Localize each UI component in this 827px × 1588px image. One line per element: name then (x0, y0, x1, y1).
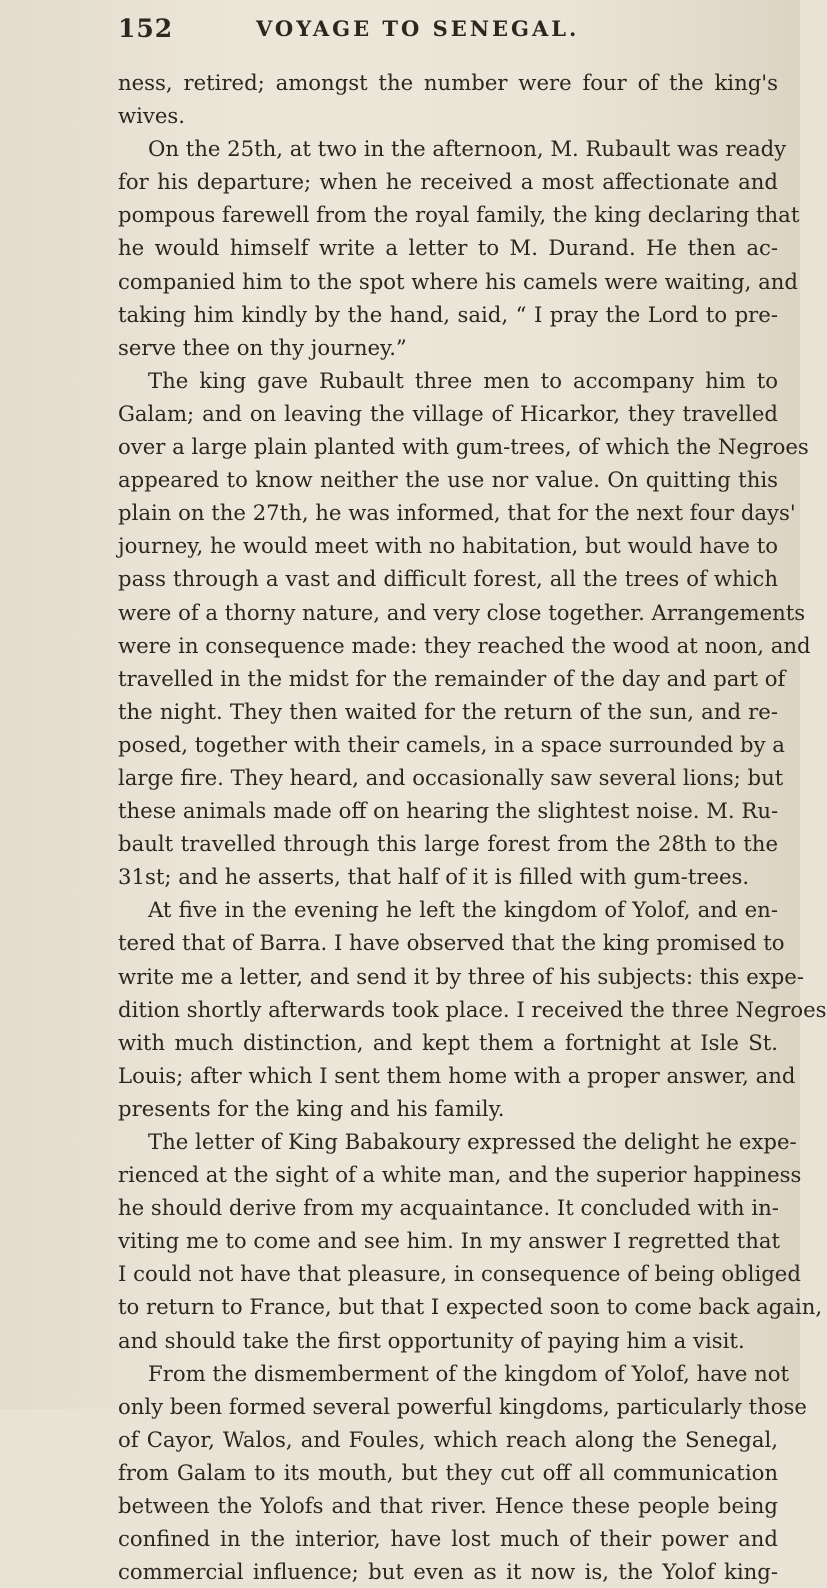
text-line: appeared to know neither the use nor value. On quitting this (118, 467, 778, 493)
text-line: The king gave Rubault three men to accompany him to (148, 367, 778, 393)
text-line: were in consequence made: they reached the wood at noon, and (118, 632, 811, 658)
text-line: rienced at the sight of a white man, and the superior happiness (118, 1162, 802, 1188)
running-head: VOYAGE TO SENEGAL. (256, 16, 580, 41)
text-line: 31st; and he asserts, that half of it is filled with gum-trees. (118, 864, 750, 890)
text-line: from Galam to its mouth, but they cut off all communication (118, 1459, 778, 1485)
text-line: plain on the 27th, he was informed, that for the next four days' (118, 500, 796, 526)
text-line: journey, he would meet with no habitation, but would have to (118, 533, 778, 559)
text-line: were of a thorny nature, and very close together. Arrangements (118, 599, 806, 625)
text-line: with much distinction, and kept them a fortnight at Isle St. (118, 1029, 778, 1055)
text-line: he would himself write a letter to M. Durand. He then ac- (118, 235, 778, 261)
text-line: these animals made off on hearing the slightest noise. M. Ru- (118, 798, 779, 824)
text-line: The letter of King Babakoury expressed the delight he expe- (148, 1129, 797, 1154)
text-line: companied him to the spot where his camels were waiting, and (118, 268, 798, 294)
text-line: posed, together with their camels, in a space surrounded by a (118, 731, 785, 757)
text-line: between the Yolofs and that river. Hence these people being (118, 1493, 778, 1519)
text-line: large fire. They heard, and occasionally saw several lions; but (118, 764, 784, 790)
text-line: Louis; after which I sent them home with a proper answer, and (118, 1062, 796, 1088)
page-number: 152 (118, 14, 174, 43)
body-text (118, 66, 827, 1588)
text-line: taking him kindly by the hand, said, “ I pray the Lord to pre- (118, 301, 778, 327)
text-line: for his departure; when he received a most affectionate and (118, 169, 778, 195)
text-line: travelled in the midst for the remainder of the day and part of (118, 665, 786, 691)
text-line: At five in the evening he left the kingdom of Yolof, and en- (148, 897, 778, 923)
text-line: he should derive from my acquaintance. It concluded with in- (118, 1195, 779, 1221)
text-line: bault travelled through this large forest from the 28th to the (118, 831, 778, 857)
text-line: pompous farewell from the royal family, the king declaring that (118, 202, 800, 228)
text-line: tered that of Barra. I have observed that the king promised to (118, 930, 785, 956)
text-line: I could not have that pleasure, in consequence of being obliged (118, 1261, 801, 1287)
text-line: presents for the king and his family. (118, 1095, 505, 1121)
page-header (118, 14, 718, 50)
text-line: commercial influence; but even as it now is, the Yolof king- (118, 1559, 778, 1585)
text-line: viting me to come and see him. In my answer I regretted that (118, 1228, 780, 1254)
text-line: over a large plain planted with gum-trees, of which the Negroes (118, 434, 809, 460)
text-line: to return to France, but that I expected soon to come back again, (118, 1294, 823, 1320)
text-line: only been formed several powerful kingdoms, particularly those (118, 1393, 807, 1419)
text-line: pass through a vast and difficult forest, all the trees of which (118, 566, 778, 592)
text-line: ness, retired; amongst the number were four of the king's (118, 70, 778, 95)
text-line: confined in the interior, have lost much of their power and (118, 1526, 778, 1552)
text-line: Galam; and on leaving the village of Hicarkor, they travelled (118, 400, 778, 426)
text-line: the night. They then waited for the return of the sun, and re- (118, 698, 778, 724)
text-line: From the dismemberment of the kingdom of Yolof, have not (148, 1360, 790, 1386)
text-line: write me a letter, and send it by three of his subjects: this expe- (118, 963, 805, 989)
text-line: and should take the first opportunity of paying him a visit. (118, 1327, 745, 1353)
text-line: On the 25th, at two in the afternoon, M. Rubault was ready (148, 136, 787, 162)
text-line: of Cayor, Walos, and Foules, which reach along the Senegal, (118, 1426, 778, 1452)
text-line: wives. (118, 103, 186, 129)
text-line: serve thee on thy journey.” (118, 334, 407, 360)
text-line: dition shortly afterwards took place. I received the three Negroes (118, 996, 827, 1022)
